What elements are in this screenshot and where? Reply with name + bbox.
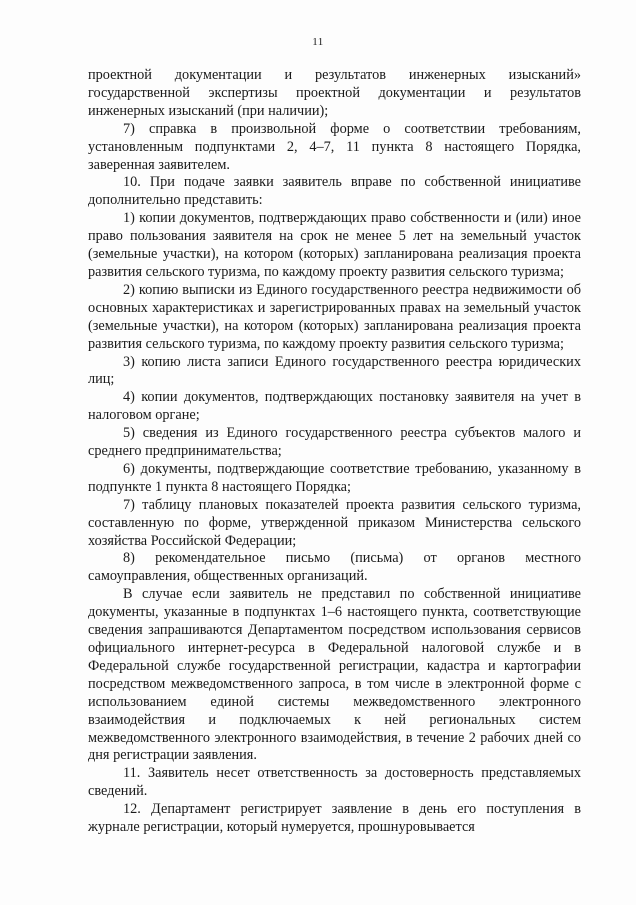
paragraph-item-3-legal-entities: 3) копию листа записи Единого государственного реестра юридических лиц;	[88, 353, 581, 388]
paragraph-item-7-certificate: 7) справка в произвольной форме о соответствии требованиям, установленным подпунктами 2, 4–7, 11 пункта 8 настоящего Порядка, заверенная заявителем.	[88, 120, 581, 173]
paragraph-item-1-documents: 1) копии документов, подтверждающих право собственности и (или) иное право пользования заявителя на срок не менее 5 лет на земельный участок (земельные участки), на котором (которых) запланирована реализация проекта развития сельского туризма, по каждому проекту развития сельского туризма;	[88, 210, 581, 280]
paragraph-item-6-requirement-docs: 6) документы, подтверждающие соответствие требованию, указанному в подпункте 1 пункта 8 настоящего Порядка;	[88, 460, 581, 495]
paragraph-item-5-sme-registry: 5) сведения из Единого государственного реестра субъектов малого и среднего предпринимательства;	[88, 425, 581, 460]
paragraph-section-10: 10. При подаче заявки заявитель вправе по собственной инициативе дополнительно представить:	[88, 174, 581, 209]
paragraph-interagency-request: В случае если заявитель не представил по собственной инициативе документы, указанные в подпунктах 1–6 настоящего пункта, соответствующие сведения запрашиваются Департаментом посредством использования сервисов официального интернет-ресурса в Федеральной налоговой службе и в Федеральной службе государственной регистрации, кадастра и картографии посредством межведомственного запроса, в том числе в электронной форме с использованием единой системы межведомственного электронного взаимодействия и подключаемых к ней региональных систем межведомственного электронного взаимодействия, в течение 2 рабочих дней со дня регистрации заявления.	[88, 586, 581, 764]
paragraph-item-4-tax-registration: 4) копии документов, подтверждающих постановку заявителя на учет в налоговом органе;	[88, 389, 581, 424]
paragraph-item-8-recommendation: 8) рекомендательное письмо (письма) от органов местного самоуправления, общественных организаций.	[88, 550, 581, 585]
page-number: 11	[312, 36, 324, 48]
document-body	[88, 67, 581, 837]
paragraph-item-7-indicators-table: 7) таблицу плановых показателей проекта развития сельского туризма, составленную по форме, утвержденной приказом Министерства сельского хозяйства Российской Федерации;	[88, 496, 581, 549]
paragraph-item-2-registry-extract: 2) копию выписки из Единого государственного реестра недвижимости об основных характеристиках и зарегистрированных правах на земельный участок (земельные участки), на котором (которых) запланирована реализация проекта развития сельского туризма, по каждому проекту развития сельского туризма;	[88, 281, 581, 352]
paragraph-section-12: 12. Департамент регистрирует заявление в день его поступления в журнале регистрации, который нумеруется, прошнуровывается	[88, 801, 581, 836]
paragraph-section-11: 11. Заявитель несет ответственность за достоверность представляемых сведений.	[88, 765, 581, 800]
paragraph-continuation: проектной документации и результатов инженерных изысканий» государственной экспертизы проектной документации и результатов инженерных изысканий (при наличии);	[88, 67, 581, 119]
